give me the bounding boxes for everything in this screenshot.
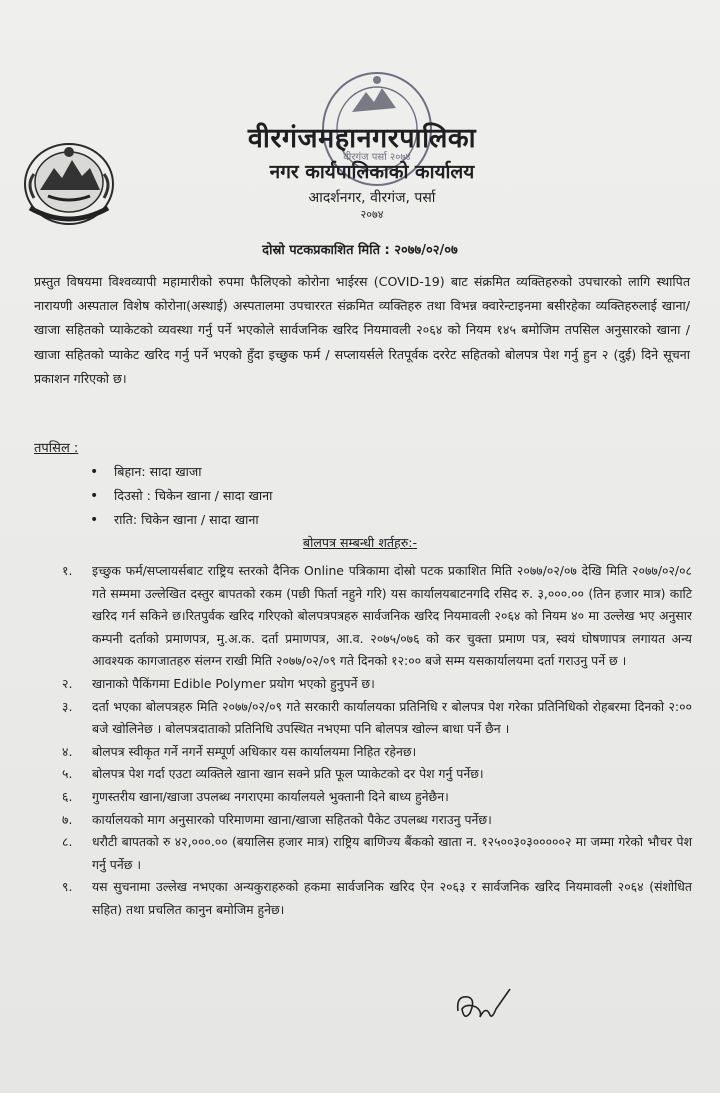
condition-number: ९. (62, 879, 73, 895)
condition-number: ७. (62, 811, 73, 827)
condition-item (62, 809, 692, 832)
list-item: • दिउसो : चिकेन खाना / सादा खाना (90, 484, 272, 508)
menu-list (90, 460, 272, 532)
page-title: वीरगंजमहानगरपालिका (247, 123, 477, 154)
condition-text: इच्छुक फर्म/सप्लायर्सबाट राष्ट्रिय स्तरको दैनिक Online पत्रिकामा दोस्रो पटक प्रकाशित मिति २०७७/०२/०७ देखि मिति २०७७/०२/०८ गते सम्ममा उल्लेखित दस्तुर बापतको रकम (पछी फिर्ता नहुने गरि) यस कार्यालयबाटनगदि रसिद रु. ३,०००.०० (तिन हजार मात्र) काटि खरिद गर्न सकिने छ।रितपुर्वक खरिद गरिएको बोलपत्रपत्रहरु सार्वजनिक खरिद नियमावली २०६४ को नियम ४० मा उल्लेख भए अनुसार कम्पनी दर्ताको प्रमाणपत्र, मु.अ.क. दर्ता प्रमाणपत्र, आ.व. २०७५/०७६ को कर चुक्ता प्रमाण पत्र, स्वयं घोषणापत्र लगायत अन्य आवश्यक कागजातहरु संलग्न राखी मिति २०७७/०२/०९ गते दिनको १२:०० बजे सम्म यसकार्यालयमा दर्ता गराउनु पर्ने छ । (92, 563, 692, 669)
list-item: • बिहान: सादा खाजा (90, 460, 272, 484)
condition-item (62, 741, 692, 764)
condition-item (62, 696, 692, 741)
condition-number: ३. (62, 698, 73, 714)
condition-text: बोलपत्र पेश गर्दा एउटा व्यक्तिले खाना खान सक्ने प्रति फूल प्याकेटको दर पेश गर्नु पर्नेछ। (92, 766, 484, 782)
office-subtitle: नगर कार्यपालिकाको कार्यालय (269, 161, 475, 183)
tapasil-label: तपसिल : (34, 441, 79, 456)
condition-number: ४. (62, 743, 73, 759)
list-item: • राति: चिकेन खाना / सादा खाना (90, 508, 272, 532)
conditions-list (62, 560, 692, 922)
condition-number: ५. (62, 766, 73, 782)
condition-item (62, 763, 692, 786)
publication-date: दोस्रो पटकप्रकाशित मिति : २०७७/०२/०७ (262, 243, 458, 258)
condition-text: बोलपत्र स्वीकृत गर्ने नगर्ने सम्पूर्ण अधिकार यस कार्यालयमा निहित रहेनछ। (92, 743, 417, 759)
condition-text: गुणस्तरीय खाना/खाजा उपलब्ध नगराएमा कार्यालयले भुक्तानी दिने बाध्य हुनेछैन। (92, 788, 449, 804)
office-address: आदर्शनगर, वीरगंज, पर्सा (308, 190, 436, 206)
condition-text: यस सुचनामा उल्लेख नभएका अन्यकुराहरुको हकमा सार्वजनिक खरिद ऐन २०६३ र सार्वजनिक खरिद नियमावली २०६४ (संशोधित सहित) तथा प्रचलित कानुन बमोजिम हुनेछ। (92, 879, 692, 917)
established-year: २०७४ (360, 208, 384, 221)
condition-item (62, 560, 692, 673)
condition-text: धरौटी बापतको रु ४२,०००.०० (बयालिस हजार मात्र) राष्ट्रिय बाणिज्य बैंकको खाता न. १२५००३०३०००००२ मा जम्मा गरेको भौचर पेश गर्नु पर्नेछ । (92, 834, 692, 872)
condition-number: २. (62, 675, 73, 691)
signature (452, 985, 514, 1025)
condition-number: १. (62, 563, 73, 578)
condition-item (62, 831, 692, 876)
condition-text: दर्ता भएका बोलपत्रहरु मिति २०७७/०२/०९ गते सरकारी कार्यालयका प्रतिनिधि र बोलपत्र पेश गरेका प्रतिनिधिको रोहबरमा दिनको २:०० बजे खोलिनेछ । बोलपत्रदाताको प्रतिनिधि उपस्थित नभएमा पनि बोलपत्र खोल्न बाधा पर्ने छैन । (92, 698, 692, 737)
conditions-title: बोलपत्र सम्बन्धी शर्तहरु:- (302, 535, 418, 550)
condition-number: ६. (62, 788, 73, 804)
condition-item (62, 673, 692, 696)
condition-item (62, 786, 692, 809)
condition-item (62, 876, 692, 921)
condition-text: कार्यालयको माग अनुसारको परिमाणमा खाना/खाजा सहितको पैकेट उपलब्ध गराउनु पर्नेछ। (92, 811, 492, 827)
intro-paragraph: प्रस्तुत विषयमा विश्वव्यापी महामारीको रुपमा फैलिएको कोरोना भाईरस (COVID-19) बाट संक्रमित व्यक्तिहरुको उपचारको लागि स्थापित नारायणी अस्पताल विशेष कोरोना(अस्थाई) अस्पतालमा उपचाररत संक्रमित व्यक्तिहरु तथा विभन्न क्वारेन्टाइनमा बसीरहेका व्यक्तिहरुलाई खाना/ खाजा सहितको प्याकेटको व्यवस्था गर्नु पर्ने भएकोले सार्वजनिक खरिद नियमावली २०६४ को नियम १४५ बमोजिम तपसिल अनुसारको खाना / खाजा सहितको प्याकेट खरिद गर्नु पर्ने भएको हुँदा इच्छुक फर्म / सप्लायर्सले रितपूर्वक दररेट सहितको बोलपत्र पेश गर्नु हुन २ (दुई) दिने सूचना प्रकाशन गरिएको छ। (34, 274, 690, 386)
condition-text: खानाको पैकिंगमा Edible Polymer प्रयोग भएको हुनुपर्ने छ। (92, 675, 375, 691)
condition-number: ८. (62, 834, 73, 850)
stamp-text: वीरगंज पर्सा २०७४ (343, 152, 411, 163)
